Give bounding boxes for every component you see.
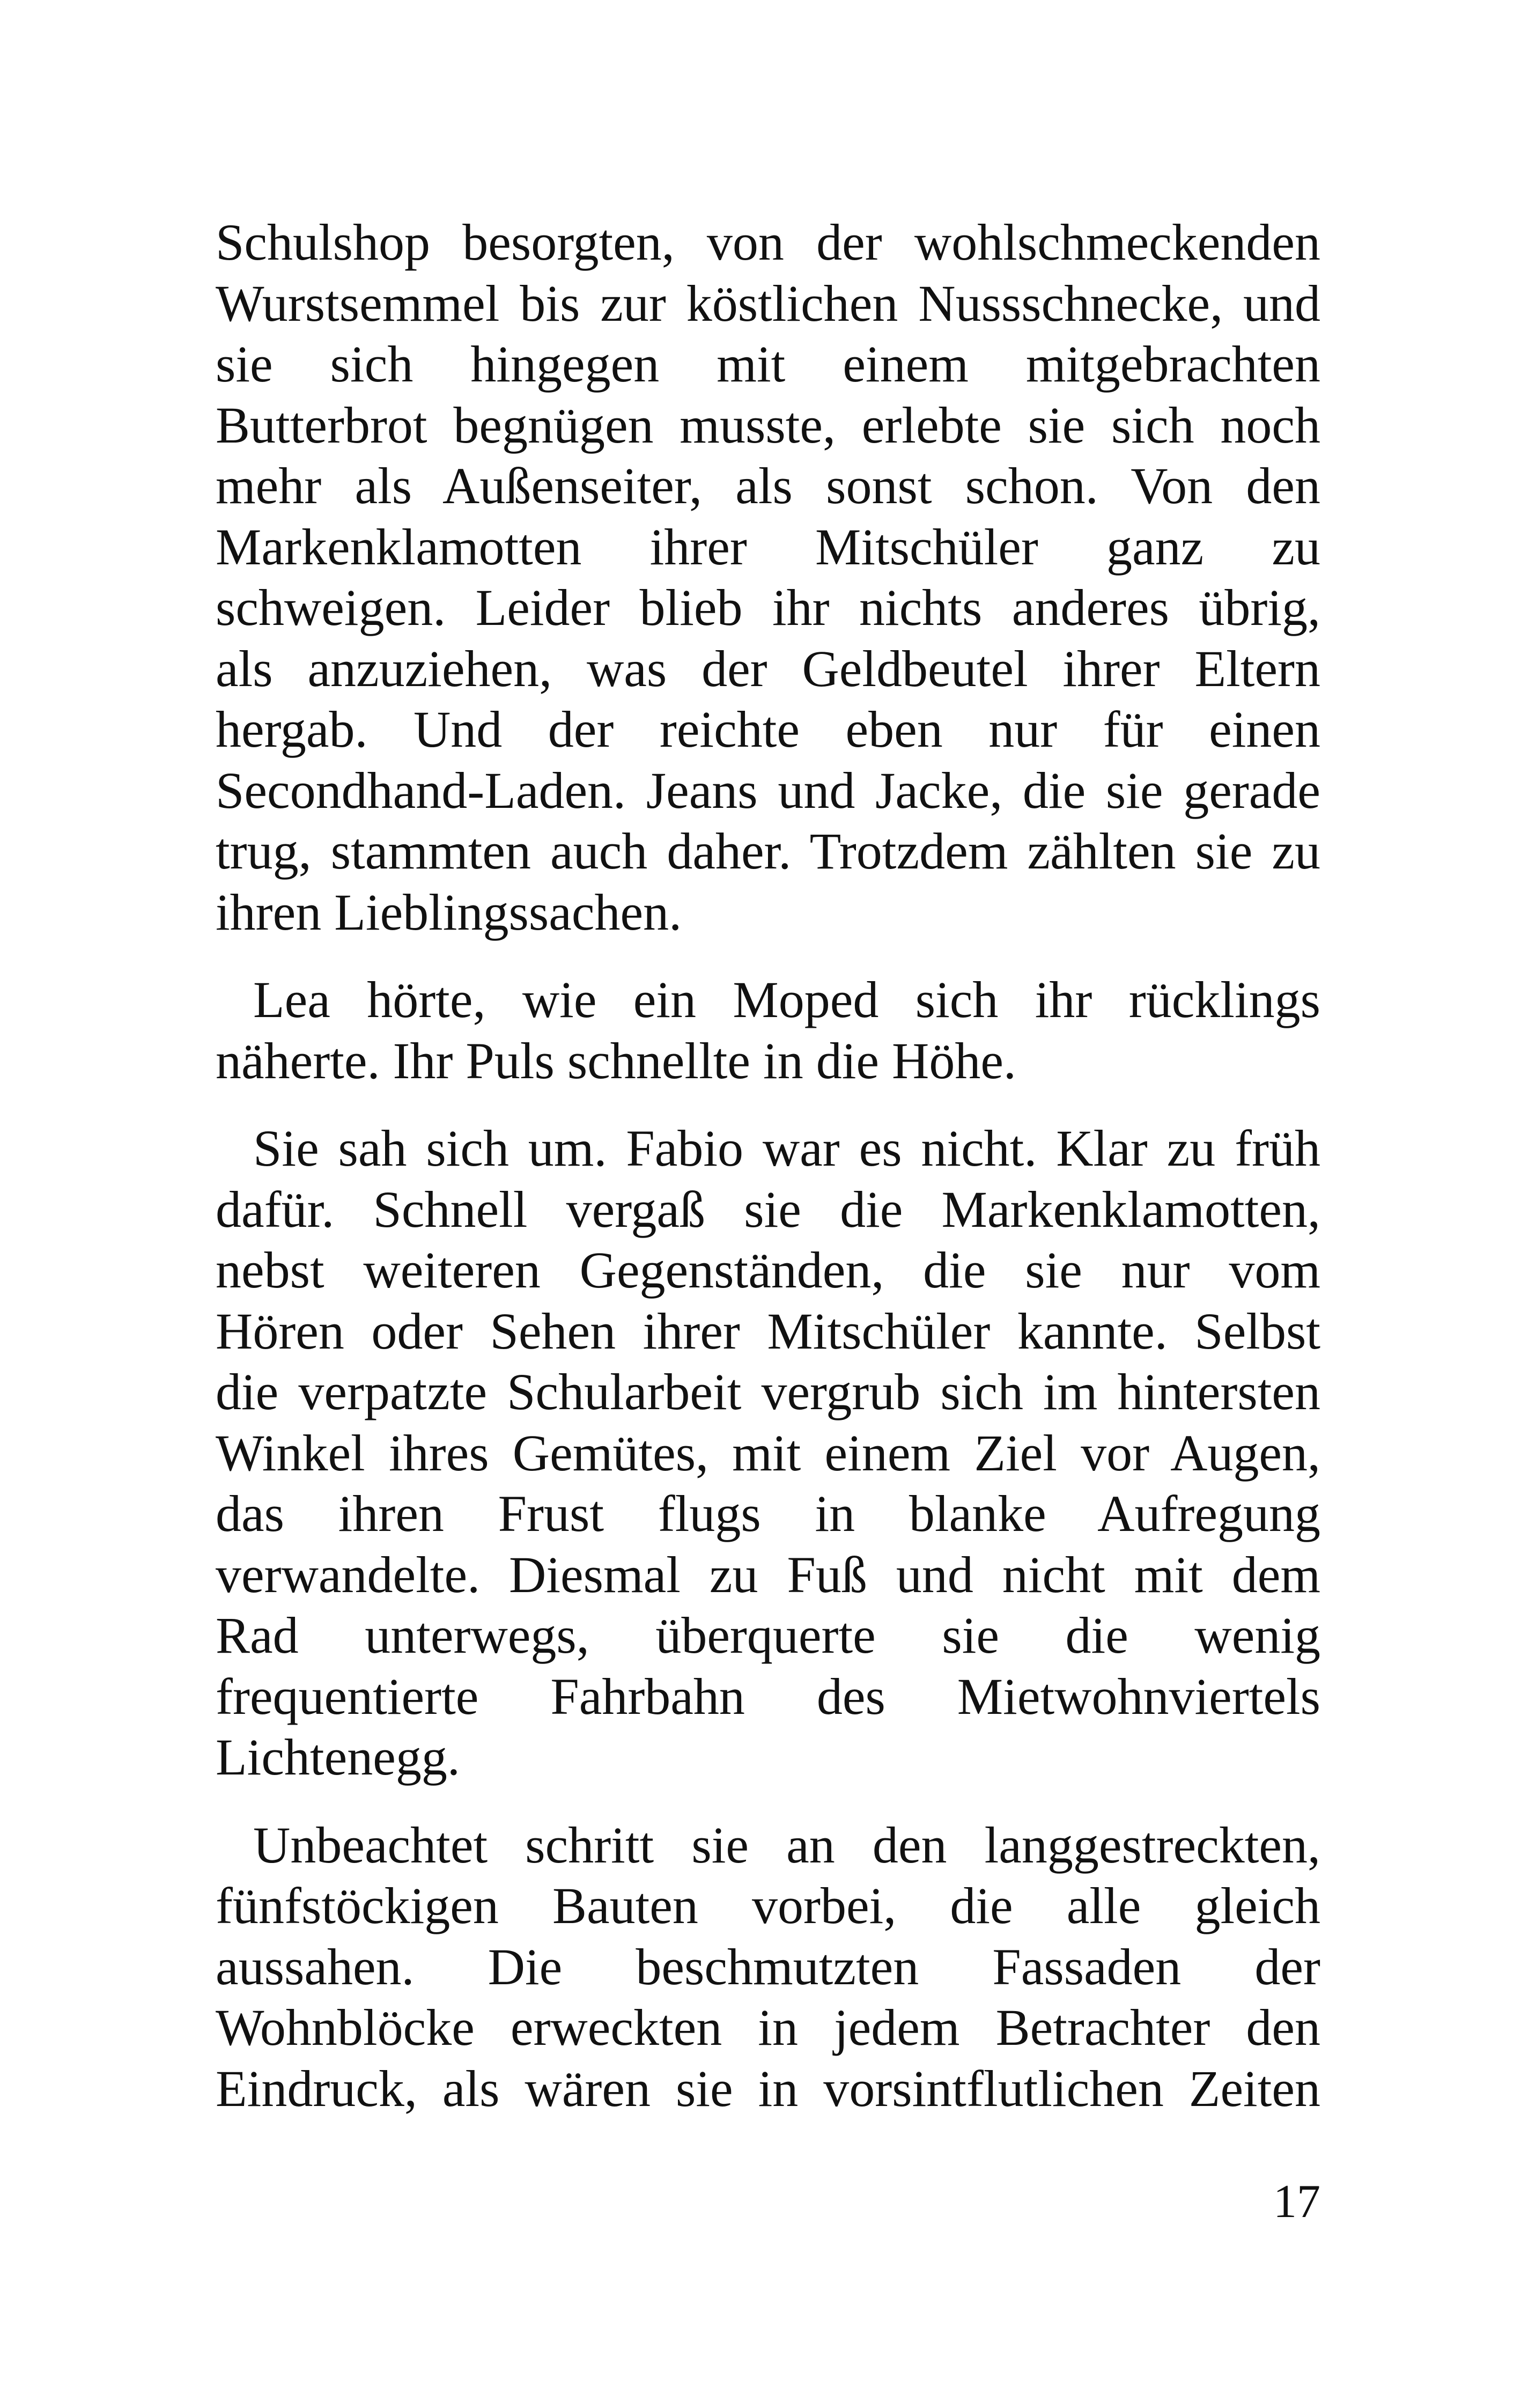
text-line: die verpatzte Schularbeit vergrub sich im hintersten [216,1363,1320,1420]
text-line: verwandelte. Diesmal zu Fuß und nicht mit dem [216,1545,1320,1603]
text-line: Sie sah sich um. Fabio war es nicht. Klar zu früh [253,1120,1320,1177]
text-line: Secondhand-Laden. Jeans und Jacke, die sie gerade [216,761,1320,819]
text-line: schweigen. Leider blieb ihr nichts anderes übrig, [216,579,1320,636]
text-line: näherte. Ihr Puls schnellte in die Höhe. [216,1032,1016,1089]
text-line: dafür. Schnell vergaß sie die Markenklamotten, [216,1180,1320,1238]
text-line: mehr als Außenseiter, als sonst schon. Von den [216,457,1320,514]
paragraph-3 [216,1118,1320,1788]
text-line: Winkel ihres Gemütes, mit einem Ziel vor Augen, [216,1424,1320,1482]
text-line: sie sich hingegen mit einem mitgebrachten [216,335,1320,393]
text-line: Butterbrot begnügen musste, erlebte sie sich noch [216,396,1320,454]
paragraph-2 [216,969,1320,1091]
text-line: Lea hörte, wie ein Moped sich ihr rücklings [253,971,1320,1028]
text-line: Wohnblöcke erweckten in jedem Betrachter den [216,1999,1320,2056]
text-line: Schulshop besorgten, von der wohlschmeckenden [216,213,1320,271]
text-line: fünfstöckigen Bauten vorbei, die alle gleich [216,1877,1320,1934]
text-line: Unbeachtet schritt sie an den langgestreckten, [253,1816,1320,1874]
text-line: nebst weiteren Gegenständen, die sie nur vom [216,1241,1320,1299]
paragraph-4 [216,1815,1320,2119]
text-line: Wurstsemmel bis zur köstlichen Nussschnecke, und [216,274,1320,332]
text-line: Markenklamotten ihrer Mitschüler ganz zu [216,518,1320,576]
text-line: das ihren Frust flugs in blanke Aufregung [216,1485,1320,1542]
paragraph-1 [216,212,1320,942]
text-line: Rad unterwegs, überquerte sie die wenig [216,1607,1320,1664]
text-line: Lichtenegg. [216,1728,460,1786]
text-line: frequentierte Fahrbahn des Mietwohnviertels [216,1667,1320,1725]
text-line: aussahen. Die beschmutzten Fassaden der [216,1938,1320,1995]
page-number: 17 [1273,2176,1320,2228]
body-text [216,212,1320,2119]
text-line: ihren Lieblingssachen. [216,883,682,941]
text-line: Hören oder Sehen ihrer Mitschüler kannte. Selbst [216,1302,1320,1360]
text-line: als anzuziehen, was der Geldbeutel ihrer Eltern [216,639,1320,697]
text-line: Eindruck, als wären sie in vorsintflutlichen Zeiten [216,2059,1320,2117]
text-line: hergab. Und der reichte eben nur für einen [216,701,1320,758]
text-line: trug, stammten auch daher. Trotzdem zählten sie zu [216,822,1320,880]
